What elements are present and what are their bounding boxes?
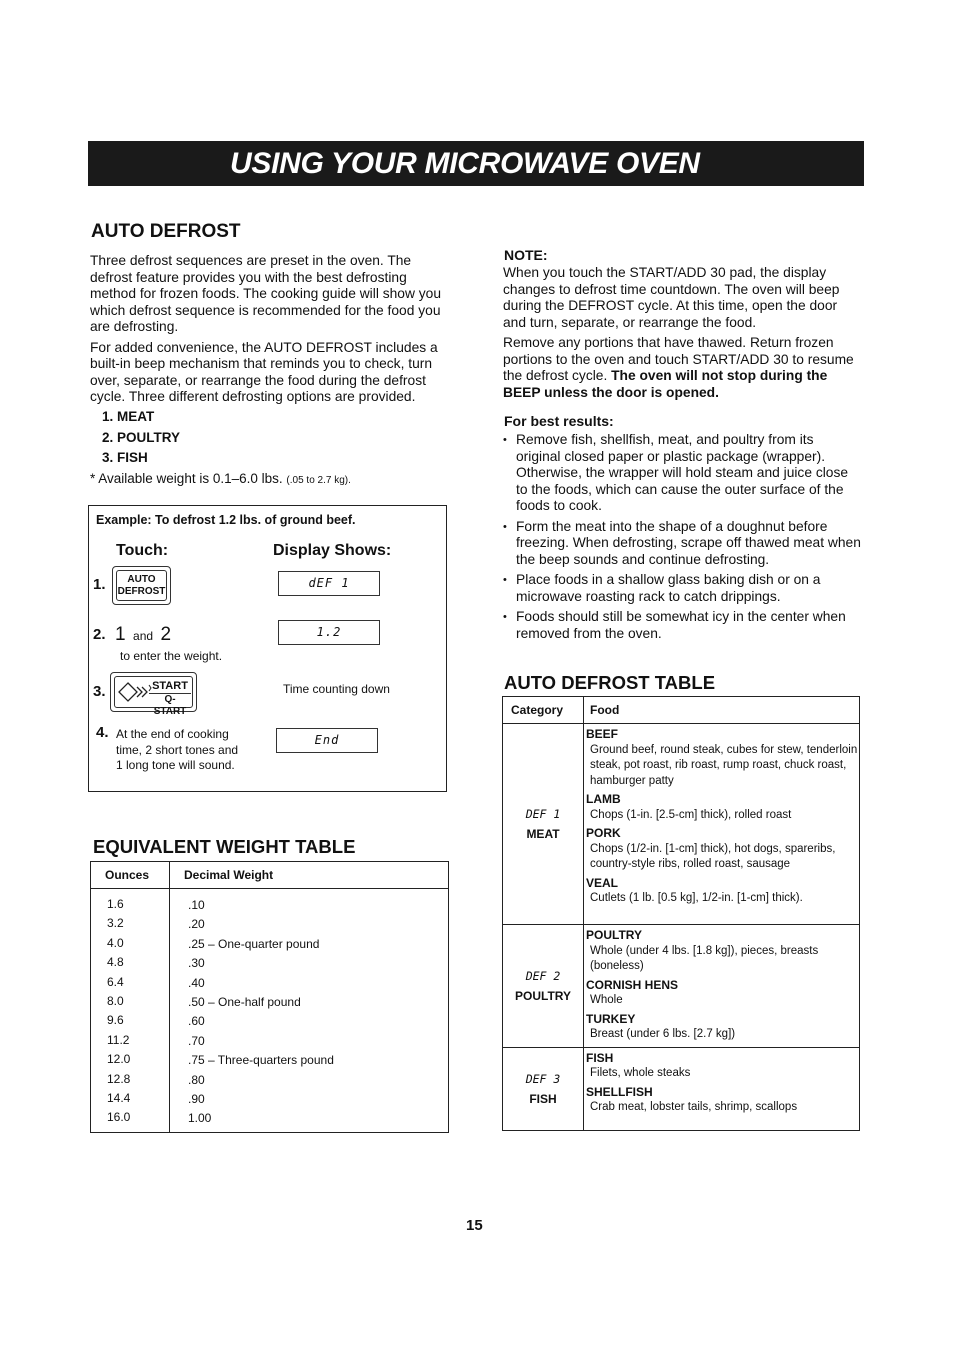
def3-code: DEF 3 [525, 1071, 561, 1086]
weight-note [90, 471, 351, 486]
best-result-item: • Foods should still be somewhat icy in the center when removed from the oven. [503, 609, 861, 642]
category-label: POULTRY [515, 988, 571, 1003]
ounces-column [91, 889, 170, 1133]
auto-defrost-key [112, 566, 171, 605]
page-title: USING YOUR MICROWAVE OVEN [230, 147, 700, 180]
note-para2 [503, 335, 859, 401]
defrost-options-list [102, 409, 180, 471]
food-name: POULTRY [586, 928, 642, 942]
best-result-item: • Remove fish, shellfish, meat, and poultry from its original closed paper or plastic package (wrapper). Otherwise, the wrapper will hold steam and juice close to the foods, which can cause the outer surface of the foods to cook. [503, 432, 861, 515]
start-key [110, 672, 197, 717]
food-desc: Whole (under 4 lbs. [1.8 kg]), pieces, breasts (boneless) [590, 944, 819, 972]
food-desc: Filets, whole steaks [590, 1067, 691, 1079]
auto-defrost-key-line1: AUTO [127, 574, 156, 585]
def2-code: DEF 2 [525, 968, 561, 983]
ounces-value: 16.0 [107, 1110, 131, 1125]
decimal-value: 1.00 [188, 1111, 212, 1126]
best-result-item: • Form the meat into the shape of a doughnut before freezing. When defrosting, scrape off thawed meat when the beep sounds and continue defrosting. [503, 519, 861, 569]
step2-sub: to enter the weight. [120, 649, 223, 663]
ounces-value: 4.0 [107, 935, 124, 950]
decimal-value: .75 – Three-quarters pound [188, 1053, 334, 1068]
step4-text: At the end of cooking time, 2 short tones and 1 long tone will sound. [116, 727, 239, 772]
step2-and: and [133, 629, 154, 643]
best-result-item: • Place foods in a shallow glass baking dish or on a microwave roasting rack to catch drippings. [503, 572, 861, 605]
decimal-value: .20 [188, 917, 205, 932]
weight-note-main: * Available weight is 0.1–6.0 lbs. [90, 471, 283, 486]
start-key-line1: START [152, 680, 188, 692]
page-number: 15 [466, 1217, 483, 1234]
note-para2-text: Remove any portions that have thawed. Return frozen portions to the oven and touch START/ADD 30 to resume the defrost cycle. [503, 335, 854, 383]
decimal-value: .30 [188, 956, 205, 971]
ounces-value: 11.2 [107, 1032, 130, 1047]
fish-foods [584, 1047, 860, 1131]
category-label: FISH [529, 1091, 557, 1106]
step4-number: 4. [96, 724, 109, 741]
step3-number: 3. [93, 683, 106, 700]
meat-foods [584, 724, 860, 925]
auto-defrost-key-line2: DEFROST [117, 586, 166, 597]
food-desc: Crab meat, lobster tails, shrimp, scallops [590, 1101, 798, 1113]
ounces-value: 14.4 [107, 1091, 131, 1106]
table-row [503, 1047, 860, 1131]
display-shows-label: Display Shows: [273, 542, 392, 559]
start-diamond-icon [118, 682, 152, 702]
food-name: CORNISH HENS [586, 977, 679, 992]
example-title: Example: To defrost 1.2 lbs. of ground beef. [96, 513, 356, 527]
col-food: Food [584, 697, 860, 724]
food-name: FISH [586, 1050, 614, 1065]
table-row [503, 925, 860, 1048]
ounces-value: 4.8 [107, 955, 124, 970]
decimal-value: .90 [188, 1092, 205, 1107]
ounces-value: 12.0 [107, 1052, 131, 1067]
category-poultry [503, 925, 584, 1048]
ounces-value: 3.2 [107, 916, 124, 931]
ounces-value: 6.4 [107, 974, 124, 989]
decimal-value: .25 – One-quarter pound [188, 936, 320, 951]
option-fish: 3. FISH [102, 450, 148, 465]
decimal-value: .80 [188, 1072, 205, 1087]
note-warning: The oven will not stop during the BEEP unless the door is opened. [503, 368, 828, 400]
auto-defrost-para1: Three defrost sequences are preset in the oven. The defrost feature provides you with the best defrosting method for frozen foods. The cooking guide will show you which defrost sequence is recommended for the food you are defrosting. [90, 253, 441, 334]
best-results-list [503, 432, 861, 646]
food-name: PORK [586, 826, 621, 840]
step3-display: Time counting down [283, 682, 390, 696]
decimal-value: .60 [188, 1014, 205, 1029]
col-ounces: Ounces [91, 862, 170, 889]
ounces-value: 1.6 [107, 897, 124, 911]
decimal-value: .70 [188, 1033, 205, 1048]
step2-display: 1.2 [278, 620, 380, 645]
category-label: MEAT [526, 827, 560, 841]
decimal-value: .10 [188, 898, 205, 912]
food-name: LAMB [586, 792, 621, 806]
step1-display: dEF 1 [278, 571, 380, 596]
food-name: VEAL [586, 875, 619, 890]
table-row [503, 724, 860, 925]
equivalent-weight-table [90, 861, 449, 1133]
col-category: Category [503, 697, 584, 724]
note-heading: NOTE: [504, 247, 548, 263]
def1-code: DEF 1 [525, 807, 561, 821]
poultry-foods [584, 925, 860, 1048]
best-results-heading: For best results: [504, 413, 614, 429]
step2-number: 2. [93, 626, 106, 643]
food-desc: Chops (1/2-in. [1-cm] thick), hot dogs, spareribs, country-style ribs, rolled roast, sausage [590, 842, 836, 870]
weight-note-metric: (.05 to 2.7 kg). [286, 475, 351, 486]
food-name: BEEF [586, 727, 619, 741]
auto-defrost-body [90, 253, 452, 406]
option-poultry: 2. POULTRY [102, 429, 181, 445]
food-name: TURKEY [586, 1011, 636, 1026]
auto-defrost-table-heading: AUTO DEFROST TABLE [504, 672, 716, 693]
food-desc: Ground beef, round steak, cubes for stew, tenderloin steak, pot roast, rib roast, rump roast, chuck roast, hamburger patty [590, 743, 858, 787]
page-banner [88, 141, 864, 186]
step2-keys [115, 624, 171, 646]
example-box [88, 505, 447, 792]
decimal-value: .40 [188, 975, 205, 990]
auto-defrost-heading: AUTO DEFROST [91, 221, 241, 242]
food-desc: Breast (under 6 lbs. [2.7 kg]) [590, 1028, 736, 1040]
start-key-line2: Q-START [149, 693, 191, 718]
auto-defrost-table [502, 696, 860, 1131]
food-name: SHELLFISH [586, 1084, 653, 1099]
note-body [503, 265, 859, 401]
step1-number: 1. [93, 576, 106, 593]
category-meat [503, 724, 584, 925]
ounces-value: 9.6 [107, 1013, 124, 1028]
step4-display: End [276, 728, 378, 753]
note-para1: When you touch the START/ADD 30 pad, the display changes to defrost time countdown. The oven will beep during the DEFROST cycle. At this time, open the door and turn, separate, or rearrange the food. [503, 265, 840, 330]
food-desc: Whole [590, 994, 623, 1006]
decimal-value: .50 – One-half pound [188, 995, 301, 1010]
option-meat: 1. MEAT [102, 409, 155, 424]
ounces-value: 12.8 [107, 1071, 131, 1086]
digit-2-key: 2 [160, 624, 172, 645]
ounces-value: 8.0 [107, 994, 124, 1009]
digit-1-key: 1 [115, 624, 126, 645]
food-desc: Chops (1-in. [2.5-cm] thick), rolled roast [590, 808, 792, 821]
auto-defrost-para2: For added convenience, the AUTO DEFROST includes a built-in beep mechanism that reminds you to check, turn over, separate, or rearrange the food during the defrost cycle. Three different defrosting options are provided. [90, 339, 438, 404]
category-fish [503, 1047, 584, 1131]
touch-label: Touch: [116, 542, 169, 559]
col-decimal-weight: Decimal Weight [170, 862, 449, 889]
food-desc: Cutlets (1 lb. [0.5 kg], 1/2-in. [1-cm] thick). [590, 892, 803, 904]
decimal-column [170, 889, 449, 1133]
equivalent-table-heading: EQUIVALENT WEIGHT TABLE [93, 836, 356, 857]
